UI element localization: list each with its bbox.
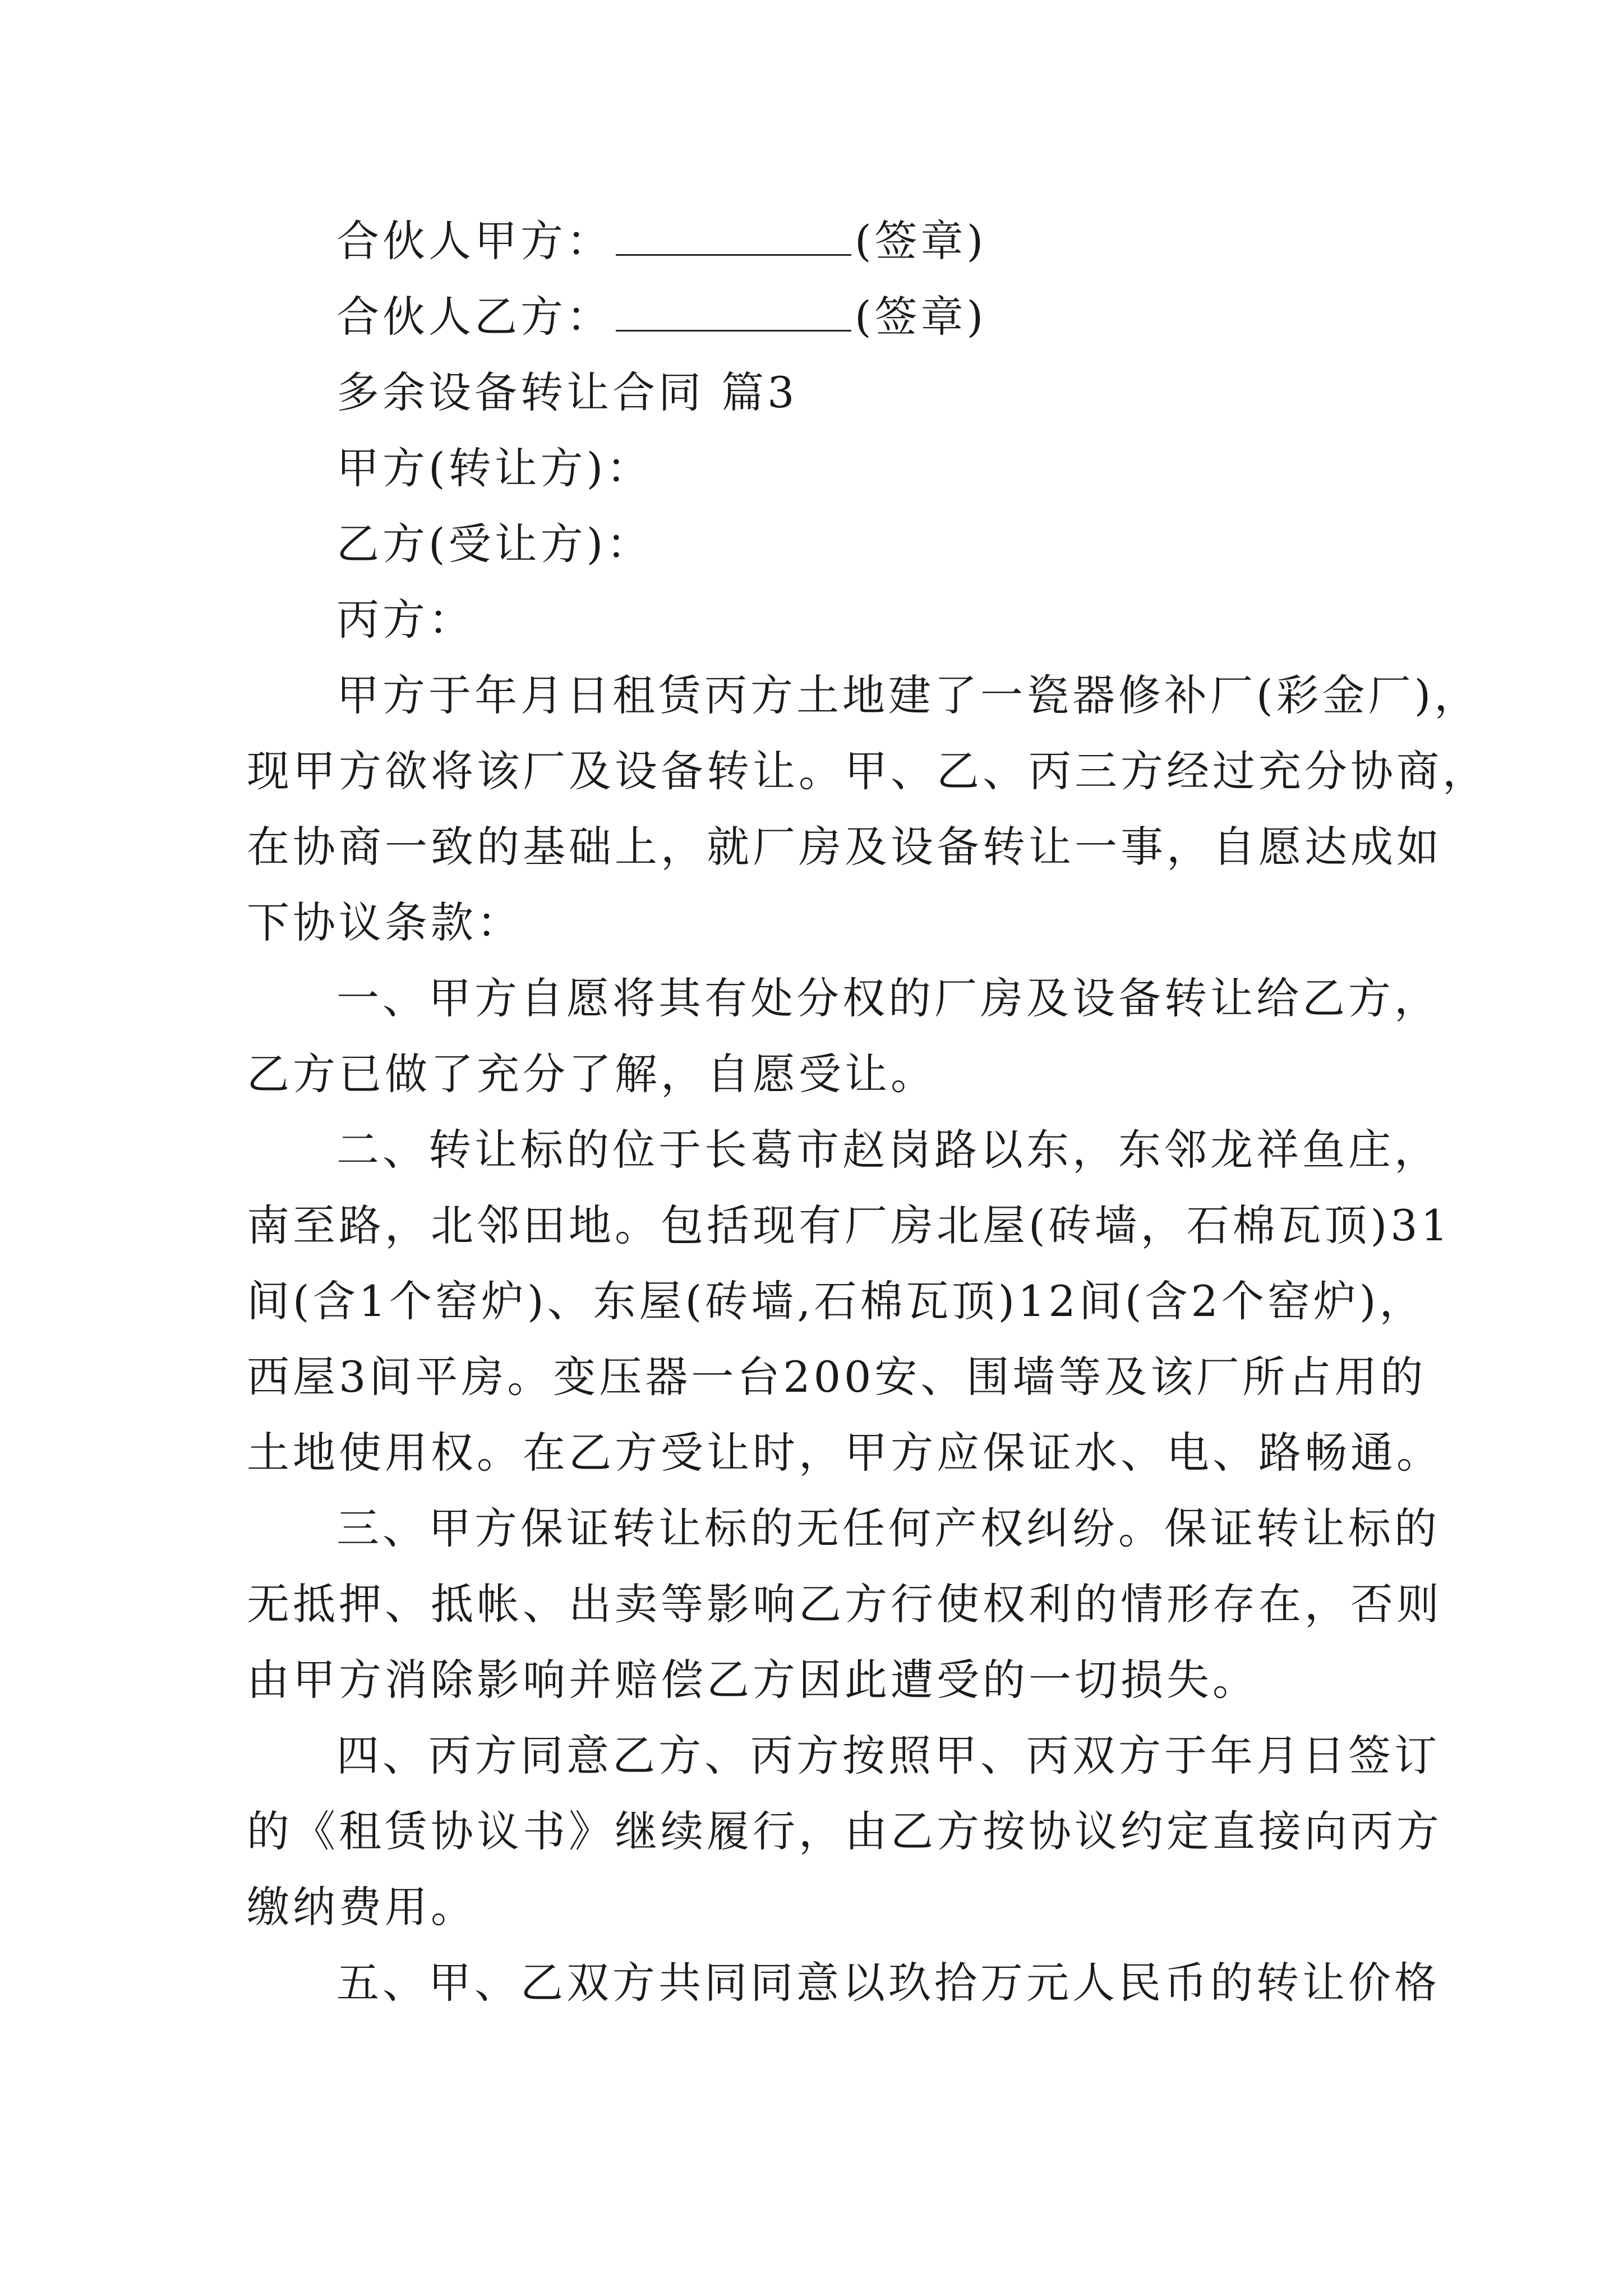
- party-line: 丙方：: [336, 595, 474, 645]
- signature-blank: [616, 219, 851, 256]
- signature-line-party-a: [336, 213, 986, 269]
- signature-blank: [616, 295, 851, 332]
- body-line: 土地使用权。在乙方受让时，甲方应保证水、电、路畅通。: [247, 1428, 1442, 1478]
- party-line: 甲方(转让方)：: [336, 443, 653, 493]
- signature-label: 合伙人乙方：: [336, 292, 612, 342]
- body-line: 一、甲方自愿将其有处分权的厂房及设备转让给乙方，: [336, 973, 1440, 1023]
- body-line: 的《租赁协议书》继续履行，由乙方按协议约定直接向丙方: [247, 1806, 1442, 1856]
- body-line: 四、丙方同意乙方、丙方按照甲、丙双方于年月日签订: [336, 1731, 1440, 1780]
- body-line: 甲方于年月日租赁丙方土地建了一瓷器修补厂(彩金厂)，: [336, 670, 1481, 720]
- body-line: 五、甲、乙双方共同同意以玖拾万元人民币的转让价格: [336, 1958, 1440, 2008]
- body-line: 由甲方消除影响并赔偿乙方因此遭受的一切损失。: [247, 1655, 1258, 1705]
- body-line: 缴纳费用。: [247, 1882, 477, 1932]
- body-line: 无抵押、抵帐、出卖等影响乙方行使权利的情形存在，否则: [247, 1579, 1442, 1629]
- signature-label: 合伙人甲方：: [336, 216, 612, 266]
- body-line: 二、转让标的位于长葛市赵岗路以东，东邻龙祥鱼庄，: [336, 1125, 1440, 1175]
- body-line: 现甲方欲将该厂及设备转让。甲、乙、丙三方经过充分协商，: [247, 746, 1488, 796]
- party-line: 乙方(受让方)：: [336, 519, 653, 569]
- signature-line-party-b: [336, 289, 986, 345]
- body-line: 乙方已做了充分了解，自愿受让。: [247, 1049, 937, 1099]
- body-line: 西屋3间平房。变压器一台200安、围墙等及该厂所占用的: [247, 1352, 1427, 1402]
- body-line: 南至路，北邻田地。包括现有厂房北屋(砖墙，石棉瓦顶)31: [247, 1200, 1452, 1250]
- signature-suffix: (签章): [855, 292, 987, 342]
- body-line: 间(含1个窑炉)、东屋(砖墙,石棉瓦顶)12间(含2个窑炉)，: [247, 1276, 1426, 1326]
- body-line: 在协商一致的基础上，就厂房及设备转让一事，自愿达成如: [247, 822, 1442, 872]
- body-line: 下协议条款：: [247, 898, 523, 947]
- body-line: 三、甲方保证转让标的无任何产权纠纷。保证转让标的: [336, 1503, 1440, 1553]
- section-heading: 多余设备转让合同 篇3: [336, 367, 798, 417]
- signature-suffix: (签章): [855, 216, 987, 266]
